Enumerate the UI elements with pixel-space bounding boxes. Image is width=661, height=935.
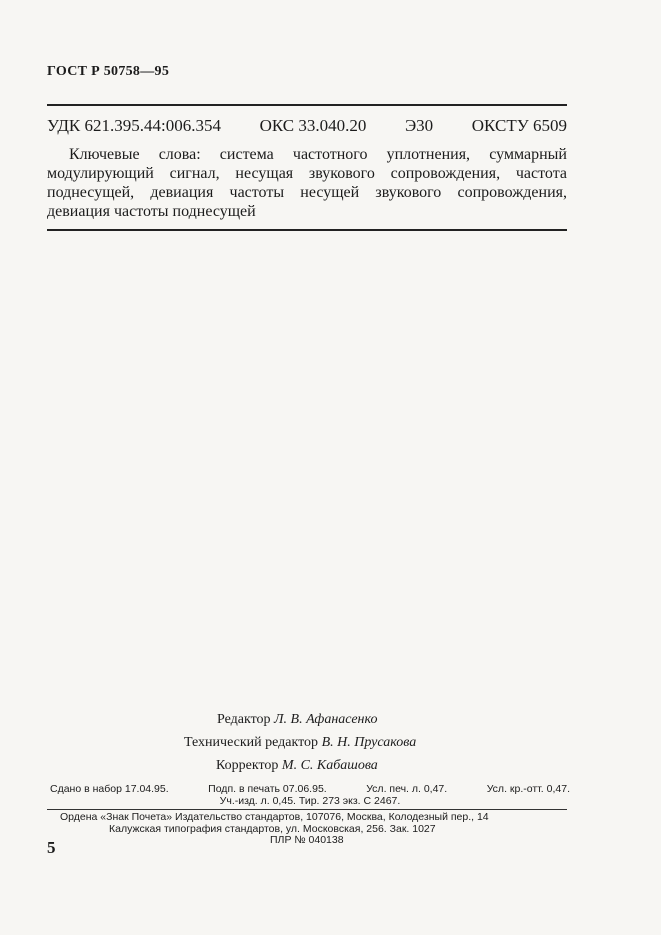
license-line: ПЛР № 040138 bbox=[270, 834, 344, 846]
top-divider bbox=[47, 104, 567, 106]
tech-editor-line bbox=[184, 732, 416, 753]
submitted-date: Сдано в набор 17.04.95. bbox=[50, 783, 169, 795]
udk-code: УДК 621.395.44:006.354 bbox=[47, 116, 221, 135]
tech-editor-name: В. Н. Прусакова bbox=[321, 735, 417, 750]
keywords-divider bbox=[47, 229, 567, 231]
editor-line bbox=[217, 709, 378, 730]
corrector-line bbox=[216, 755, 378, 776]
printer-block bbox=[60, 812, 570, 847]
okstu-code: ОКСТУ 6509 bbox=[471, 116, 567, 135]
imprint-row bbox=[50, 795, 570, 807]
circulation: Тир. 273 экз. bbox=[298, 795, 361, 807]
order-code: С 2467. bbox=[363, 795, 401, 807]
editor-label: Редактор bbox=[217, 712, 271, 727]
imprint-divider bbox=[47, 809, 567, 810]
editor-name: Л. В. Афанасенко bbox=[274, 712, 378, 727]
oks-code: ОКС 33.040.20 bbox=[259, 116, 367, 135]
standard-designation: ГОСТ Р 50758—95 bbox=[47, 64, 170, 79]
signed-date: Подп. в печать 07.06.95. bbox=[208, 783, 327, 795]
print-sheets: Усл. печ. л. 0,47. bbox=[366, 783, 448, 795]
imprint-block bbox=[50, 783, 570, 807]
keywords-paragraph: Ключевые слова: система частотного уплотнения, суммарный модулирующий сигнал, несущая звукового сопровождения, частота поднесущей, девиация частоты несущей звукового сопровождения, девиация частоты поднесущей bbox=[47, 146, 567, 220]
printing-house-line: Калужская типография стандартов, ул. Московская, 256. Зак. 1027 bbox=[109, 822, 436, 835]
paint-prints: Усл. кр.-отт. 0,47. bbox=[486, 783, 570, 795]
group-code: Э30 bbox=[404, 116, 434, 135]
page-number: 5 bbox=[47, 838, 56, 857]
corrector-label: Корректор bbox=[216, 758, 279, 773]
publisher-sheets: Уч.-изд. л. 0,45. bbox=[219, 795, 296, 807]
imprint-row bbox=[50, 783, 570, 795]
tech-editor-label: Технический редактор bbox=[184, 735, 319, 750]
publisher-line: Ордена «Знак Почета» Издательство стандартов, 107076, Москва, Колодезный пер., 14 bbox=[60, 811, 489, 823]
classification-row bbox=[47, 116, 567, 136]
corrector-name: М. С. Кабашова bbox=[281, 758, 378, 773]
